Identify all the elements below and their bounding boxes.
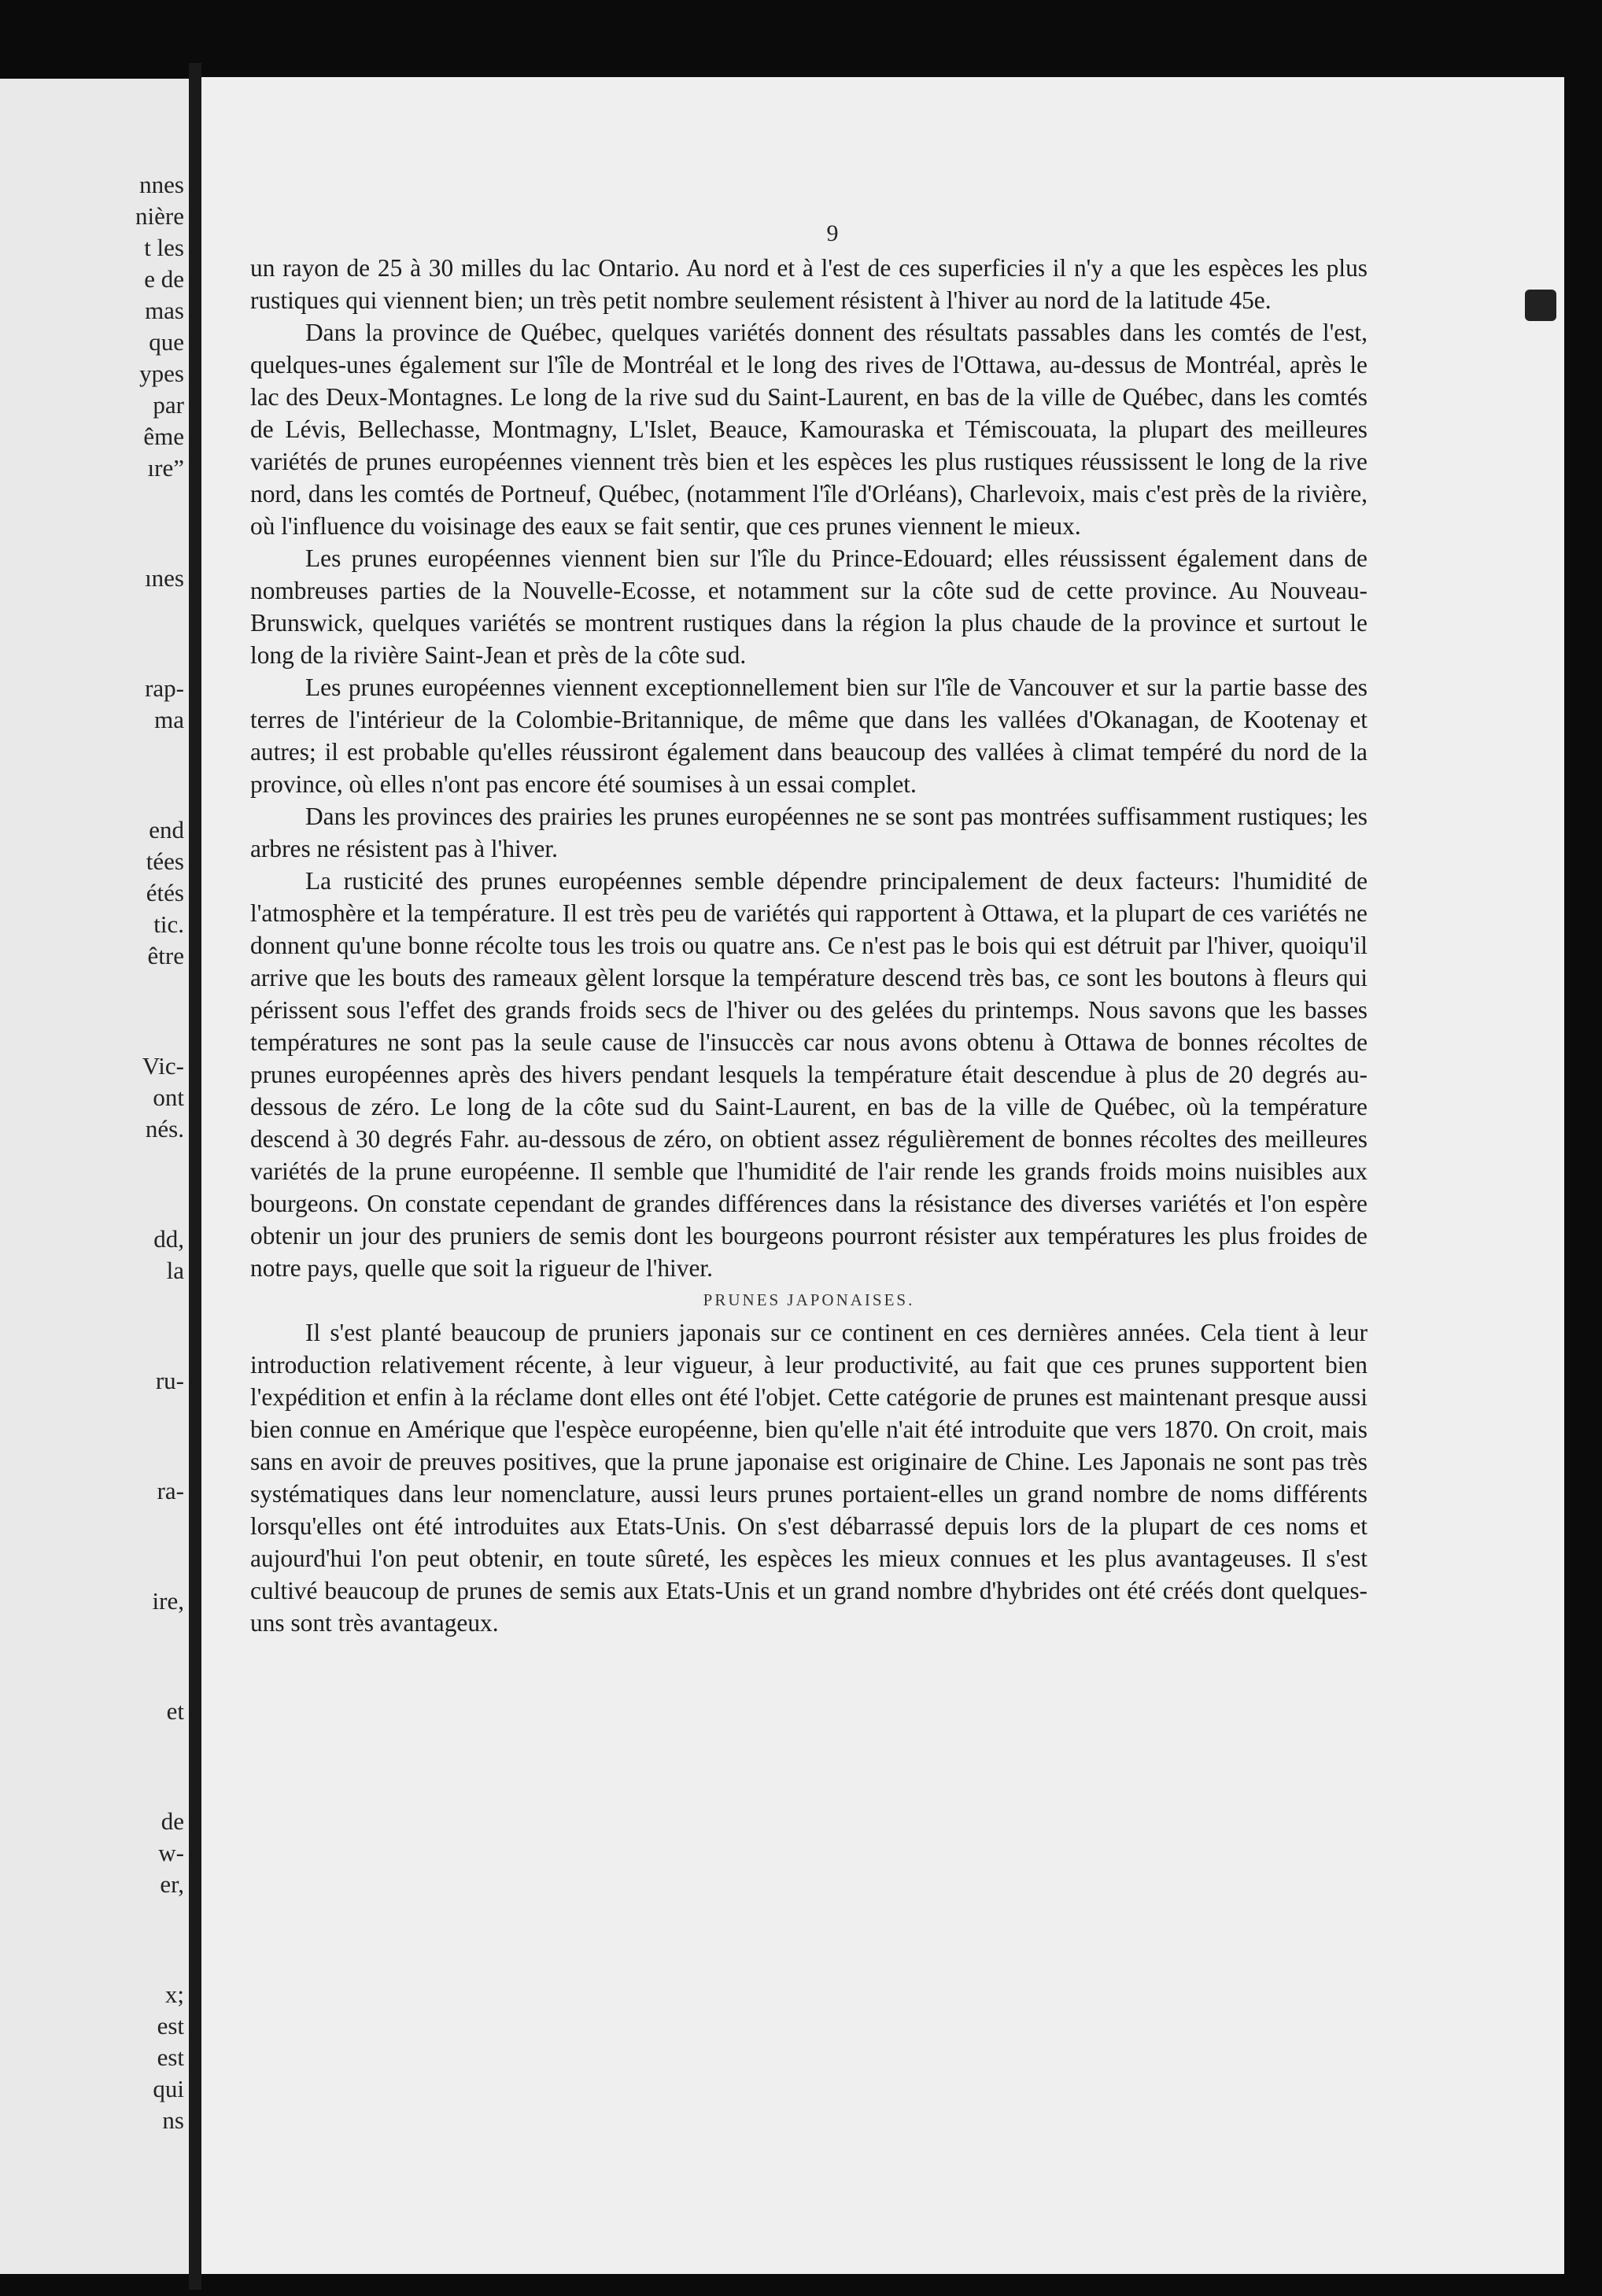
paragraph: Les prunes européennes viennent bien sur l'île du Prince-Edouard; elles réussissent également dans de nombreuses parties de la Nouvelle-Ecosse, et notamment sur la côte sud de cette province. Au Nouveau-Brunswick, quelques variétés se montrent rustiques dans la région la plus chaude de la province et surtout le long de la rivière Saint-Jean et près de la côte sud. <box>250 544 1368 669</box>
paragraph: Les prunes européennes viennent exceptionnellement bien sur l'île de Vancouver et sur la partie basse des terres de l'intérieur de la Colombie-Britannique, de même que dans les vallées d'Okanagan, de Kootenay et autres; il est probable qu'elles réussiront également dans beaucoup des vallées à climat tempéré du nord de la province, où elles n'ont pas encore été soumises à un essai complet. <box>250 674 1368 798</box>
prev-page-text-fragment: ma <box>154 706 184 733</box>
paragraph: Il s'est planté beaucoup de pruniers japonais sur ce continent en ces dernières années. Cela tient à leur introduction relativement récente, à leur vigueur, à leur productivité, au fait que ces prunes supportent bien l'expédition et enfin à la réclame dont elles ont été l'objet. Cette catégorie de prunes est maintenant presque aussi bien connue en Amérique que l'espèce européenne, bien qu'elle n'ait été introduite que vers 1870. On croit, mais sans en avoir de preuves positives, que la prune japonaise est originaire de Chine. Les Japonais ne sont pas très systématiques dans leur nomenclature, aussi leurs prunes portaient-elles un grand nombre de noms différents lorsqu'elles ont été introduites aux Etats-Unis. On s'est débarrassé depuis lors de la plupart de ces noms et aujourd'hui l'on peut obtenir, en toute sûreté, les espèces les mieux connues et les plus avantageuses. Il s'est cultivé beaucoup de prunes de semis aux Etats-Unis et un grand nombre d'hybrides ont été créés dont quelques-uns sont très avantageux. <box>250 1319 1368 1637</box>
prev-page-text-fragment: x; <box>164 1980 184 2008</box>
prev-page-text-fragment: mas <box>145 297 184 324</box>
prev-page-text-fragment: dd, <box>153 1225 184 1253</box>
paragraph: Dans les provinces des prairies les prunes européennes ne se sont pas montrées suffisamment rustiques; les arbres ne résistent pas à l'hiver. <box>250 803 1368 862</box>
prev-page-text-fragment: être <box>147 942 184 969</box>
prev-page-text-fragment: la <box>166 1257 184 1284</box>
prev-page-text-fragment: t les <box>144 234 184 261</box>
prev-page-text-fragment: nière <box>135 202 184 230</box>
prev-page-text-fragment: ême <box>143 423 184 450</box>
prev-page-text-fragment: étés <box>146 879 184 906</box>
prev-page-text-fragment: nés. <box>145 1115 184 1142</box>
prev-page-text-fragment: ra- <box>157 1477 184 1504</box>
page-gutter <box>189 63 201 2290</box>
prev-page-text-fragment: que <box>149 328 184 356</box>
prev-page-text-fragment: et <box>166 1697 184 1725</box>
prev-page-text-fragment: ypes <box>139 360 184 387</box>
prev-page-text-fragment: er, <box>160 1870 184 1898</box>
page-edge-mark <box>1525 290 1556 321</box>
prev-page-text-fragment: est <box>157 2043 184 2071</box>
body-text <box>250 252 1368 1639</box>
prev-page-text-fragment: Vic- <box>142 1052 184 1080</box>
paragraph: Dans la province de Québec, quelques variétés donnent des résultats passables dans les comtés de l'est, quelques-unes également sur l'île de Montréal et le long des rives de l'Ottawa, au-dessus de Montréal, après le lac des Deux-Montagnes. Le long de la rive sud du Saint-Laurent, en bas de la ville de Québec, dans les comtés de Lévis, Bellechasse, Montmagny, L'Islet, Beauce, Kamouraska et Témiscouata, la plupart des meilleures variétés de prunes européennes viennent très bien et les espèces les plus rustiques réussissent le long de la rive nord, dans les comtés de Portneuf, Québec, (notamment l'île d'Orléans), Charlevoix, mais c'est près de la rivière, où l'influence du voisinage des eaux se fait sentir, que ces prunes viennent le mieux. <box>250 319 1368 540</box>
prev-page-text-fragment: w- <box>158 1839 184 1866</box>
prev-page-text-fragment: ont <box>153 1083 184 1111</box>
prev-page-text-fragment: est <box>157 2012 184 2039</box>
paragraph: un rayon de 25 à 30 milles du lac Ontario. Au nord et à l'est de ces superficies il n'y a que les espèces les plus rustiques qui viennent bien; un très petit nombre seulement résistent à l'hiver au nord de la latitude 45e. <box>250 254 1368 314</box>
prev-page-text-fragment: tic. <box>153 910 184 938</box>
prev-page-text-fragment: qui <box>153 2075 184 2102</box>
scanned-page <box>201 77 1564 2274</box>
prev-page-text-fragment: de <box>161 1807 184 1835</box>
prev-page-text-fragment: tées <box>146 847 184 875</box>
prev-page-text-fragment: ıre” <box>147 454 184 482</box>
prev-page-text-fragment: nnes <box>139 171 184 198</box>
prev-page-text-fragment: ns <box>162 2106 184 2134</box>
prev-page-text-fragment: ru- <box>155 1367 184 1394</box>
prev-page-text-fragment: ınes <box>145 564 184 592</box>
prev-page-text-fragment: end <box>149 816 184 843</box>
prev-page-text-fragment: e de <box>144 265 184 293</box>
prev-page-text-fragment: par <box>153 391 184 419</box>
paragraph: La rusticité des prunes européennes semble dépendre principalement de deux facteurs: l'humidité de l'atmosphère et la température. Il est très peu de variétés qui rapportent à Ottawa, et la plupart de ces variétés ne donnent qu'une bonne récolte tous les trois ou quatre ans. Ce n'est pas le bois qui est détruit par l'hiver, quoiqu'il arrive que les bouts des rameaux gèlent lorsque la température descend très bas, ce sont les boutons à fleurs qui périssent sous l'effet des grands froids secs de l'hiver ou des gelées du printemps. Nous savons que les basses températures ne sont pas la seule cause de l'insuccès car nous avons obtenu à Ottawa de bonnes récoltes de prunes européennes après des hivers pendant lesquels la température était descendue à plus de 20 degrés au-dessous de zéro. Le long de la côte sud du Saint-Laurent, en bas de la ville de Québec, où la température descend à 30 degrés Fahr. au-dessous de zéro, on obtient assez régulièrement de bonnes récoltes des meilleures variétés de la prune européenne. Il semble que l'humidité de l'air rende les grands froids moins nuisibles aux bourgeons. On constate cependant de grandes différences dans la résistance des diverses variétés et l'on espère obtenir un jour des pruniers de semis dont les bourgeons pourront résister aux températures les plus froides de notre pays, quelle que soit la rigueur de l'hiver. <box>250 867 1368 1282</box>
section-heading: PRUNES JAPONAISES. <box>703 1290 915 1309</box>
page-number: 9 <box>826 220 839 246</box>
prev-page-text-fragment: ire, <box>152 1587 184 1615</box>
previous-page-edge <box>0 79 189 2274</box>
prev-page-text-fragment: rap- <box>145 674 184 702</box>
